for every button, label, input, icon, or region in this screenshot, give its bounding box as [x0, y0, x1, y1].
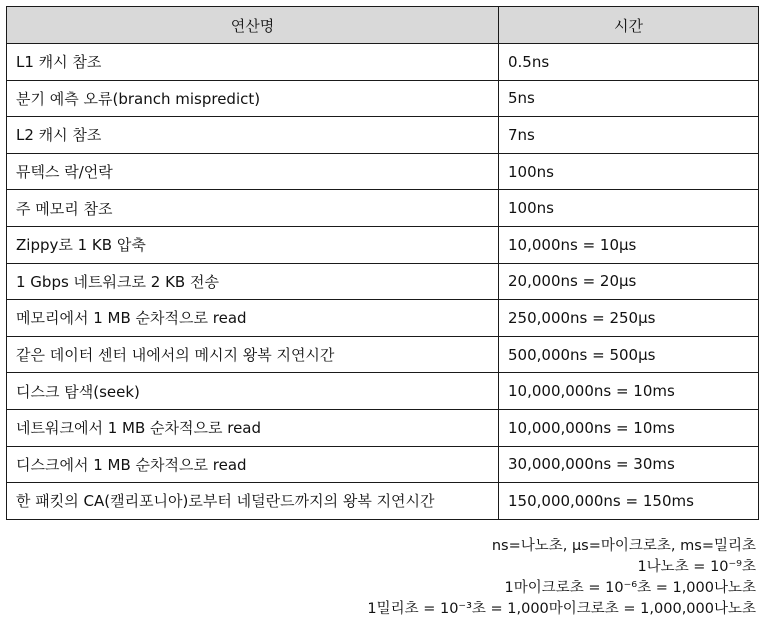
operation-cell: 메모리에서 1 MB 순차적으로 read — [7, 300, 499, 337]
table-row — [7, 336, 759, 373]
microsecond-note: 1마이크로초 = 10⁻⁶초 = 1,000나노초 — [504, 580, 756, 596]
time-cell: 20,000ns = 20μs — [499, 263, 759, 300]
table-row — [7, 153, 759, 190]
millisecond-note: 1밀리초 = 10⁻³초 = 1,000마이크로초 = 1,000,000나노초 — [367, 601, 756, 617]
table-row — [7, 263, 759, 300]
time-cell: 10,000,000ns = 10ms — [499, 409, 759, 446]
operation-cell: 1 Gbps 네트워크로 2 KB 전송 — [7, 263, 499, 300]
operation-cell: 같은 데이터 센터 내에서의 메시지 왕복 지연시간 — [7, 336, 499, 373]
table-row — [7, 80, 759, 117]
time-cell: 0.5ns — [499, 44, 759, 81]
operation-cell: 주 메모리 참조 — [7, 190, 499, 227]
operation-cell: L2 캐시 참조 — [7, 117, 499, 154]
table-row — [7, 190, 759, 227]
table-row — [7, 373, 759, 410]
table-row — [7, 446, 759, 483]
table-row — [7, 44, 759, 81]
operation-cell: 뮤텍스 락/언락 — [7, 153, 499, 190]
operation-cell: 디스크 탐색(seek) — [7, 373, 499, 410]
unit-notes — [367, 536, 756, 620]
time-cell: 150,000,000ns = 150ms — [499, 483, 759, 520]
header-operation: 연산명 — [7, 7, 499, 44]
unit-abbreviation-note: ns=나노초, μs=마이크로초, ms=밀리초 — [491, 538, 756, 554]
table-row — [7, 117, 759, 154]
time-cell: 250,000ns = 250μs — [499, 300, 759, 337]
time-cell: 10,000,000ns = 10ms — [499, 373, 759, 410]
operation-cell: 분기 예측 오류(branch mispredict) — [7, 80, 499, 117]
operation-cell: Zippy로 1 KB 압축 — [7, 226, 499, 263]
table-row — [7, 409, 759, 446]
table-row — [7, 300, 759, 337]
time-cell: 500,000ns = 500μs — [499, 336, 759, 373]
time-cell: 100ns — [499, 153, 759, 190]
operation-cell: 한 패킷의 CA(캘리포니아)로부터 네덜란드까지의 왕복 지연시간 — [7, 483, 499, 520]
time-cell: 7ns — [499, 117, 759, 154]
operation-cell: 네트워크에서 1 MB 순차적으로 read — [7, 409, 499, 446]
time-cell: 30,000,000ns = 30ms — [499, 446, 759, 483]
operation-cell: 디스크에서 1 MB 순차적으로 read — [7, 446, 499, 483]
operation-cell: L1 캐시 참조 — [7, 44, 499, 81]
time-cell: 5ns — [499, 80, 759, 117]
table-row — [7, 226, 759, 263]
table-row — [7, 483, 759, 520]
latency-table — [6, 6, 759, 520]
time-cell: 100ns — [499, 190, 759, 227]
time-cell: 10,000ns = 10μs — [499, 226, 759, 263]
nanosecond-note: 1나노초 = 10⁻⁹초 — [637, 559, 756, 575]
header-time: 시간 — [499, 7, 759, 44]
table-header-row — [7, 7, 759, 44]
